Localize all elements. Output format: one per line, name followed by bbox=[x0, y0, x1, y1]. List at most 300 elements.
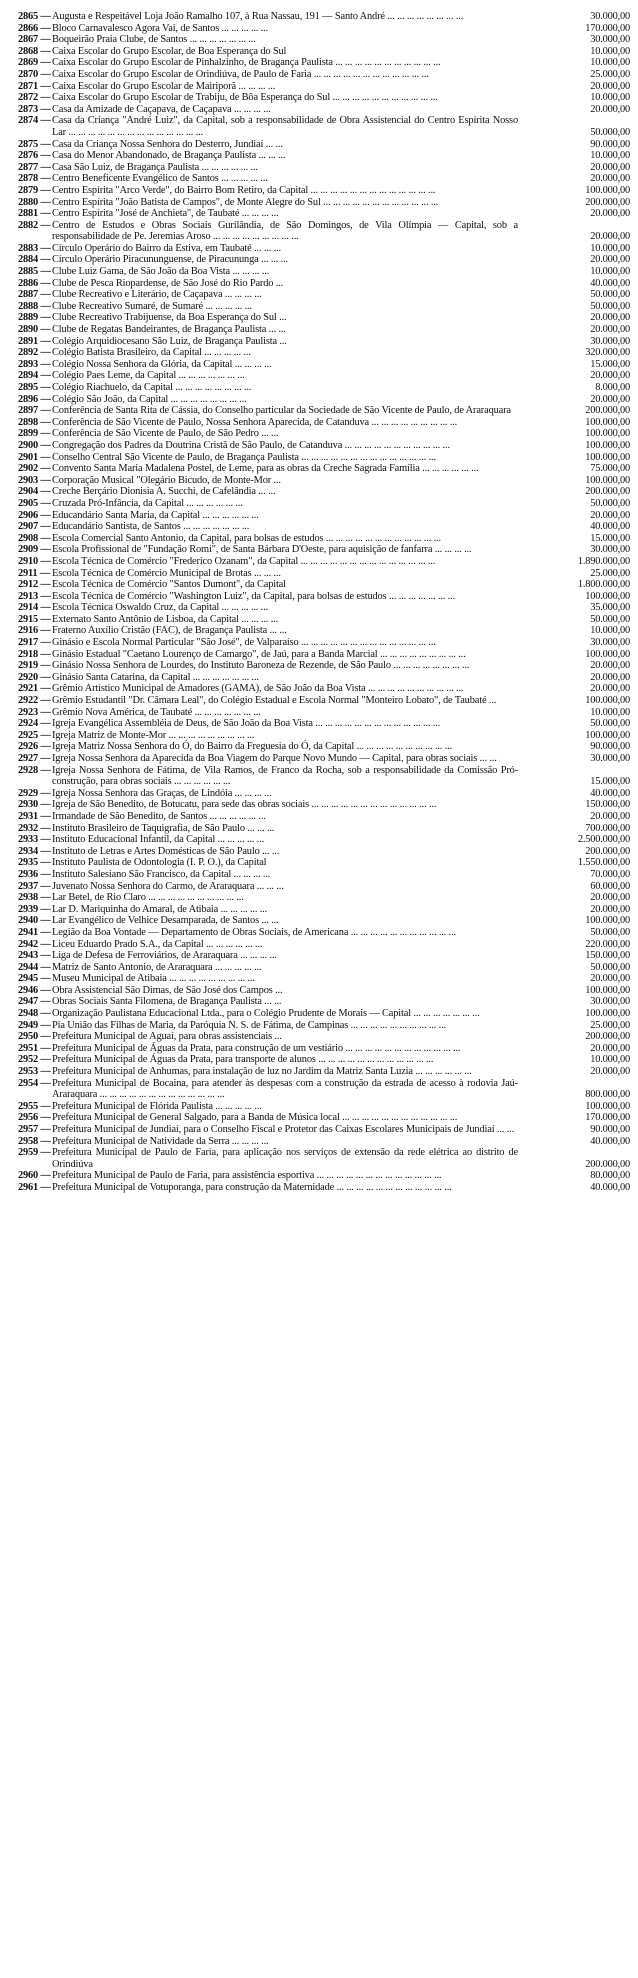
entry-description: Ginásio Santa Catarina, da Capital ... ... ... ... ... ... ... bbox=[52, 671, 259, 683]
entry-description: Círculo Operário do Bairro da Estiva, em Taubaté ... ... ... bbox=[52, 242, 281, 254]
list-item bbox=[18, 695, 630, 707]
entry-amount: 8.000,00 bbox=[595, 382, 630, 393]
entry-number: 2882 — bbox=[18, 219, 51, 231]
entry-number: 2951 — bbox=[18, 1042, 51, 1054]
list-item bbox=[18, 1124, 630, 1136]
entry-number: 2865 — bbox=[18, 11, 51, 22]
entry-amount: 20.000,00 bbox=[590, 892, 630, 904]
list-item bbox=[18, 347, 630, 359]
entry-amount: 10.000,00 bbox=[590, 57, 630, 69]
entry-number: 2912 — bbox=[18, 579, 51, 591]
list-item bbox=[18, 336, 630, 348]
list-item bbox=[18, 498, 630, 510]
list-item bbox=[18, 382, 630, 394]
entry-description: Instituto Paulista de Odontologia (I. P. O.), da Capital bbox=[52, 857, 267, 869]
list-item bbox=[18, 753, 630, 765]
entry-amount: 800.000,00 bbox=[585, 1089, 630, 1101]
entry-description: Casa do Menor Abandonado, de Bragança Paulista ... ... ... bbox=[52, 150, 286, 162]
entry-number: 2892 — bbox=[18, 347, 51, 359]
entry-amount: 200.000,00 bbox=[585, 196, 630, 208]
entry-amount: 70.000,00 bbox=[590, 868, 630, 880]
entry-number: 2926 — bbox=[18, 741, 51, 753]
entry-description: Instituto Educacional Infantil, da Capital ... ... ... ... ... bbox=[52, 834, 265, 846]
entry-description: Centro Beneficente Evangélico de Santos ... ... ... ... ... bbox=[52, 173, 268, 185]
list-item bbox=[18, 904, 630, 916]
entry-amount: 100.000,00 bbox=[585, 1100, 630, 1112]
entry-number: 2905 — bbox=[18, 497, 51, 509]
entry-number: 2945 — bbox=[18, 973, 51, 985]
list-item bbox=[18, 1147, 630, 1170]
entry-number: 2947 — bbox=[18, 996, 51, 1008]
entry-description: Juvenato Nossa Senhora do Carmo, de Araraquara ... ... ... bbox=[52, 880, 284, 892]
list-item bbox=[18, 683, 630, 695]
entry-number: 2932 — bbox=[18, 822, 51, 834]
entry-amount: 100.000,00 bbox=[585, 428, 630, 440]
entry-description: Prefeitura Municipal de Bocaina, para atender às despesas com a construção da estrada de acesso à rodovia Jaú-Araraquara ... ... ... ... ... ... ... ... ... ... ... ... ... bbox=[52, 1077, 518, 1101]
list-item bbox=[18, 996, 630, 1008]
list-item bbox=[18, 660, 630, 672]
entry-description: Conferência de São Vicente de Paulo, de São Pedro ... ... bbox=[52, 428, 279, 440]
entry-number: 2896 — bbox=[18, 393, 51, 405]
list-item bbox=[18, 1078, 630, 1101]
list-item bbox=[18, 173, 630, 185]
entry-number: 2946 — bbox=[18, 984, 51, 996]
entry-number: 2924 — bbox=[18, 718, 51, 730]
entry-amount: 25.000,00 bbox=[590, 68, 630, 80]
entry-amount: 80.000,00 bbox=[590, 1170, 630, 1182]
entry-number: 2873 — bbox=[18, 103, 51, 115]
list-item bbox=[18, 1101, 630, 1113]
entry-number: 2952 — bbox=[18, 1054, 51, 1066]
entry-amount: 10.000,00 bbox=[590, 1054, 630, 1066]
entry-number: 2876 — bbox=[18, 150, 51, 162]
entry-description: Centro Espírita "João Batista de Campos", de Monte Alegre do Sul ... ... ... ... ... ... ... ... ... ... ... ... bbox=[52, 196, 439, 208]
entry-amount: 90.000,00 bbox=[590, 1124, 630, 1135]
list-item bbox=[18, 139, 630, 151]
entry-amount: 40.000,00 bbox=[590, 277, 630, 289]
list-item bbox=[18, 741, 630, 753]
entry-number: 2920 — bbox=[18, 671, 51, 683]
entry-amount: 150.000,00 bbox=[585, 799, 630, 811]
entry-number: 2911 — bbox=[18, 567, 50, 579]
entry-number: 2881 — bbox=[18, 208, 51, 220]
entry-amount: 20.000,00 bbox=[590, 973, 630, 985]
entry-number: 2927 — bbox=[18, 753, 51, 764]
entry-number: 2868 — bbox=[18, 45, 51, 57]
entry-description: Caixa Escolar do Grupo Escolar de Pinhalzinho, de Bragança Paulista ... ... ... ... ... ... ... ... ... ... ... bbox=[52, 57, 441, 69]
list-item bbox=[18, 625, 630, 637]
entry-amount: 10.000,00 bbox=[590, 266, 630, 278]
entry-number: 2879 — bbox=[18, 184, 51, 196]
list-item bbox=[18, 950, 630, 962]
entry-amount: 20.000,00 bbox=[590, 509, 630, 521]
entry-number: 2888 — bbox=[18, 300, 51, 312]
entry-description: Escola Técnica de Comércio "Santos Dumont", da Capital bbox=[52, 579, 286, 591]
entry-description: Congregação dos Padres da Doutrina Cristã de São Paulo, de Catanduva ... ... ... ... ... ... ... ... ... ... ... bbox=[52, 439, 450, 451]
entry-number: 2913 — bbox=[18, 590, 51, 602]
entry-amount: 40.000,00 bbox=[590, 1135, 630, 1147]
entry-number: 2941 — bbox=[18, 926, 51, 938]
entry-amount: 20.000,00 bbox=[590, 660, 630, 672]
entry-description: Clube Recreativo Sumaré, de Sumaré ... ... ... ... ... bbox=[52, 300, 252, 312]
entry-amount: 30.000,00 bbox=[590, 34, 630, 46]
entry-amount: 30.000,00 bbox=[590, 544, 630, 556]
entry-number: 2899 — bbox=[18, 428, 51, 440]
entry-number: 2885 — bbox=[18, 266, 51, 278]
entry-description: Ginásio Estadual "Caetano Lourenço de Camargo", de Jaú, para a Banda Marcial ... ... ... ... ... ... ... ... ... bbox=[52, 648, 466, 660]
list-item bbox=[18, 266, 630, 278]
entry-number: 2958 — bbox=[18, 1135, 51, 1147]
list-item bbox=[18, 649, 630, 661]
entry-amount: 50.000,00 bbox=[590, 613, 630, 625]
entry-amount: 90.000,00 bbox=[590, 138, 630, 150]
entry-amount: 25.000,00 bbox=[590, 567, 630, 579]
entry-description: Colégio Arquidiocesano São Luiz, de Bragança Paulista ... bbox=[52, 335, 287, 347]
entry-amount: 20.000,00 bbox=[590, 810, 630, 822]
list-item bbox=[18, 417, 630, 429]
list-item bbox=[18, 104, 630, 116]
entry-description: Convento Santa Maria Madalena Postel, de Leme, para as obras da Creche Sagrada Família ... ... ... ... ... ... bbox=[52, 463, 479, 475]
entry-amount: 35.000,00 bbox=[590, 602, 630, 614]
entry-number: 2950 — bbox=[18, 1031, 51, 1043]
entry-description: Casa da Criança Nossa Senhora do Desterro, Jundiaí ... ... bbox=[52, 138, 283, 150]
entry-number: 2917 — bbox=[18, 637, 51, 649]
entry-number: 2878 — bbox=[18, 173, 51, 185]
list-item bbox=[18, 1170, 630, 1182]
entry-description: Escola Comercial Santo Antonio, da Capital, para bolsas de estudos ... ... ... ... ... ... ... ... ... ... ... ... bbox=[52, 532, 441, 544]
entry-description: Prefeitura Municipal de Águas da Prata, para transporte de alunos ... ... ... ... ... ... ... ... ... ... ... ... bbox=[52, 1054, 434, 1066]
entry-description: Prefeitura Municipal de Paulo de Faria, para aplicação nos serviços de extensão da rede elétrica ao distrito de Orindiúva bbox=[52, 1147, 518, 1170]
entry-amount: 40.000,00 bbox=[590, 521, 630, 533]
entry-description: Matriz de Santo Antonio, de Araraquara ... ... ... ... ... bbox=[52, 961, 262, 973]
entry-number: 2937 — bbox=[18, 880, 51, 892]
list-item bbox=[18, 637, 630, 649]
entry-description: Legião da Boa Vontade — Departamento de Obras Sociais, de Americana ... ... ... ... ... ... ... ... ... ... ... bbox=[52, 926, 456, 938]
list-item bbox=[18, 301, 630, 313]
entry-number: 2959 — bbox=[18, 1147, 51, 1159]
entry-amount: 100.000,00 bbox=[585, 184, 630, 196]
entry-description: Lar Betel, de Rio Claro ... ... ... ... ... ... ... ... ... ... bbox=[52, 892, 244, 904]
entry-description: Centro Espírita "José de Anchieta", de Taubaté ... ... ... ... bbox=[52, 208, 279, 220]
entry-number: 2891 — bbox=[18, 335, 51, 347]
entry-description: Augusta e Respeitável Loja João Ramalho 107, à Rua Nassau, 191 — Santo André ... ... ... ... ... ... ... ... bbox=[52, 11, 464, 22]
entry-description: Prefeitura Municipal de General Salgado, para a Banda de Música local ... ... ... ... ... ... ... ... ... ... ... ... bbox=[52, 1112, 458, 1124]
entry-amount: 20.000,00 bbox=[590, 80, 630, 92]
list-item bbox=[18, 289, 630, 301]
entry-amount: 320.000,00 bbox=[585, 347, 630, 359]
entry-description: Igreja Matriz de Monte-Mor ... ... ... ... ... ... ... ... ... bbox=[52, 729, 255, 741]
entry-description: Grêmio Artístico Municipal de Amadores (GAMA), de São João da Boa Vista ... ... ... ... ... ... ... ... ... ... bbox=[52, 683, 464, 695]
entry-description: Bloco Carnavalesco Agora Vai, de Santos ... ... ... ... ... bbox=[52, 22, 269, 34]
entry-description: Ginásio Nossa Senhora de Lourdes, do Instituto Baroneza de Rezende, de São Paulo ... ... ... ... ... ... ... ... bbox=[52, 660, 470, 672]
list-item bbox=[18, 892, 630, 904]
entry-description: Prefeitura Municipal de Anhumas, para instalação de luz no Jardim da Matriz Santa Luzia ... ... ... ... ... ... bbox=[52, 1066, 472, 1078]
entry-amount: 100.000,00 bbox=[585, 590, 630, 602]
list-item bbox=[18, 162, 630, 174]
entry-description: Escola Técnica de Comércio Municipal de Brotas ... ... ... bbox=[52, 567, 281, 579]
entry-amount: 100.000,00 bbox=[585, 915, 630, 927]
entry-description: Ginásio e Escola Normal Particular "São José", de Valparaíso ... ... ... ... ... ... ... ... ... ... ... ... ... ... bbox=[52, 637, 436, 649]
entry-number: 2910 — bbox=[18, 555, 51, 567]
list-item bbox=[18, 614, 630, 626]
entry-description: Prefeitura Municipal de Flórida Paulista ... ... ... ... ... bbox=[52, 1100, 262, 1112]
entry-description: Educandário Santa Maria, da Capital ... ... ... ... ... ... bbox=[52, 509, 259, 521]
entry-number: 2883 — bbox=[18, 242, 51, 254]
entry-number: 2921 — bbox=[18, 683, 51, 695]
entry-number: 2949 — bbox=[18, 1019, 51, 1031]
list-item bbox=[18, 11, 630, 23]
entry-number: 2895 — bbox=[18, 382, 51, 393]
entry-amount: 100.000,00 bbox=[585, 416, 630, 428]
entry-description: Igreja Nossa Senhora da Aparecida da Boa Viagem do Parque Novo Mundo — Capital, para obras sociais ... ... bbox=[52, 753, 497, 764]
entry-number: 2929 — bbox=[18, 787, 51, 799]
entry-description: Prefeitura Municipal de Natividade da Serra ... ... ... ... bbox=[52, 1135, 269, 1147]
entry-amount: 200.000,00 bbox=[585, 1158, 630, 1170]
entry-amount: 2.500.000,00 bbox=[577, 834, 630, 846]
entry-description: Irmandade de São Benedito, de Santos ... ... ... ... ... ... bbox=[52, 810, 266, 822]
entry-amount: 20.000,00 bbox=[590, 161, 630, 173]
entry-description: Prefeitura Municipal de Votuporanga, para construção da Maternidade ... ... ... ... ... ... ... ... ... ... ... ... bbox=[52, 1181, 452, 1193]
list-item bbox=[18, 510, 630, 522]
list-item bbox=[18, 278, 630, 290]
entry-number: 2893 — bbox=[18, 358, 51, 370]
list-item bbox=[18, 544, 630, 556]
entry-amount: 50.000,00 bbox=[590, 961, 630, 973]
entry-amount: 200.000,00 bbox=[585, 1031, 630, 1043]
list-item bbox=[18, 1043, 630, 1055]
list-item bbox=[18, 1008, 630, 1020]
list-item bbox=[18, 533, 630, 545]
entry-number: 2903 — bbox=[18, 474, 51, 486]
entry-amount: 25.000,00 bbox=[590, 1019, 630, 1031]
entry-number: 2898 — bbox=[18, 416, 51, 428]
list-item bbox=[18, 1182, 630, 1194]
entry-number: 2900 — bbox=[18, 439, 51, 451]
entry-number: 2897 — bbox=[18, 405, 51, 417]
entry-description: Instituto Brasileiro de Taquigrafia, de São Paulo ... ... ... bbox=[52, 822, 275, 834]
entry-amount: 1.550.000,00 bbox=[577, 857, 630, 869]
entry-amount: 30.000,00 bbox=[590, 11, 630, 22]
entry-number: 2934 — bbox=[18, 845, 51, 857]
entry-number: 2928 — bbox=[18, 764, 51, 776]
list-item bbox=[18, 243, 630, 255]
list-item bbox=[18, 486, 630, 498]
entry-number: 2939 — bbox=[18, 903, 51, 915]
entry-amount: 50.000,00 bbox=[590, 126, 630, 138]
list-item bbox=[18, 718, 630, 730]
entry-amount: 10.000,00 bbox=[590, 150, 630, 162]
entry-description: Lar D. Mariquinha do Amaral, de Atibaia ... ... ... ... ... bbox=[52, 903, 268, 915]
list-item bbox=[18, 672, 630, 684]
entry-number: 2866 — bbox=[18, 22, 51, 34]
entry-description: Escola Profissional de "Fundação Romi", de Santa Bárbara D'Oeste, para aquisição de fanfarra ... ... ... ... bbox=[52, 544, 472, 556]
entry-description: Caixa Escolar do Grupo Escolar, de Boa Esperança do Sul bbox=[52, 45, 287, 57]
list-item bbox=[18, 568, 630, 580]
entry-description: Fraterno Auxílio Cristão (FAC), de Bragança Paulista ... ... bbox=[52, 625, 287, 637]
entry-amount: 50.000,00 bbox=[590, 718, 630, 730]
list-item bbox=[18, 834, 630, 846]
entry-amount: 20.000,00 bbox=[590, 683, 630, 695]
entry-amount: 100.000,00 bbox=[585, 648, 630, 660]
entry-amount: 20.000,00 bbox=[590, 671, 630, 683]
entry-number: 2916 — bbox=[18, 625, 51, 637]
entry-amount: 220.000,00 bbox=[585, 938, 630, 950]
entry-description: Prefeitura Municipal de Jundiaí, para o Conselho Fiscal e Protetor das Caixas Escolares Municipais de Jundiaí ... ... bbox=[52, 1124, 515, 1135]
list-item bbox=[18, 799, 630, 811]
entry-number: 2961 — bbox=[18, 1181, 51, 1193]
entry-description: Igreja Evangélica Assembléia de Deus, de São João da Boa Vista ... ... ... ... ... ... ... ... ... ... ... ... ... bbox=[52, 718, 441, 730]
entry-number: 2955 — bbox=[18, 1100, 51, 1112]
entry-number: 2869 — bbox=[18, 57, 51, 69]
list-item bbox=[18, 475, 630, 487]
entry-amount: 200.000,00 bbox=[585, 486, 630, 498]
list-item bbox=[18, 46, 630, 58]
entry-number: 2914 — bbox=[18, 602, 51, 614]
list-item bbox=[18, 69, 630, 81]
entry-number: 2957 — bbox=[18, 1124, 51, 1135]
entry-number: 2935 — bbox=[18, 857, 51, 869]
list-item bbox=[18, 881, 630, 893]
list-item bbox=[18, 1066, 630, 1078]
list-item bbox=[18, 81, 630, 93]
list-item bbox=[18, 370, 630, 382]
entry-amount: 30.000,00 bbox=[590, 335, 630, 347]
entry-description: Casa da Amizade de Caçapava, de Caçapava ... ... ... ... bbox=[52, 103, 271, 115]
entry-number: 2889 — bbox=[18, 312, 51, 324]
entry-description: Boqueirão Praia Clube, de Santos ... ... ... ... ... ... ... bbox=[52, 34, 256, 46]
entry-number: 2930 — bbox=[18, 799, 51, 811]
list-item bbox=[18, 23, 630, 35]
list-item bbox=[18, 115, 630, 138]
entry-description: Liga de Defesa de Ferroviários, de Araraquara ... ... ... ... bbox=[52, 950, 277, 962]
entry-number: 2960 — bbox=[18, 1170, 51, 1182]
entry-number: 2906 — bbox=[18, 509, 51, 521]
list-item bbox=[18, 927, 630, 939]
entry-description: Caixa Escolar do Grupo Escolar de Orindiúva, de Paulo de Faria ... ... ... ... ... ... ... ... ... ... ... ... bbox=[52, 68, 429, 80]
entry-description: Escola Técnica de Comércio "Washington Luiz", da Capital, para bolsas de estudos ... ... ... ... ... ... ... bbox=[52, 590, 456, 602]
list-item bbox=[18, 463, 630, 475]
entry-number: 2872 — bbox=[18, 92, 51, 104]
list-item bbox=[18, 1136, 630, 1148]
entry-amount: 20.000,00 bbox=[590, 312, 630, 324]
list-item bbox=[18, 1054, 630, 1066]
entry-number: 2918 — bbox=[18, 648, 51, 660]
entry-description: Conselho Central São Vicente de Paulo, de Bragança Paulista ... ... ... ... ... ... ... ... ... ... ... ... ... ... bbox=[52, 451, 436, 463]
entry-description: Escola Técnica Oswaldo Cruz, da Capital ... ... ... ... ... bbox=[52, 602, 269, 614]
list-item bbox=[18, 915, 630, 927]
entry-amount: 1.890.000,00 bbox=[577, 555, 630, 567]
entry-amount: 20.000,00 bbox=[590, 903, 630, 915]
entry-description: Centro Espírita "Arco Verde", do Bairro Bom Retiro, da Capital ... ... ... ... ... ... ... ... ... ... ... ... ... bbox=[52, 184, 436, 196]
entry-amount: 200.000,00 bbox=[585, 405, 630, 417]
entry-amount: 20.000,00 bbox=[590, 324, 630, 336]
list-item bbox=[18, 521, 630, 533]
entry-description: Liceu Eduardo Prado S.A., da Capital ... ... ... ... ... ... bbox=[52, 938, 263, 950]
list-item bbox=[18, 34, 630, 46]
list-item bbox=[18, 405, 630, 417]
entry-amount: 20.000,00 bbox=[590, 1042, 630, 1054]
entry-amount: 100.000,00 bbox=[585, 695, 630, 707]
entry-number: 2902 — bbox=[18, 463, 51, 475]
list-item bbox=[18, 857, 630, 869]
list-item bbox=[18, 962, 630, 974]
entry-amount: 15.000,00 bbox=[590, 776, 630, 788]
entry-number: 2884 — bbox=[18, 254, 51, 266]
entry-amount: 50.000,00 bbox=[590, 497, 630, 509]
entry-number: 2956 — bbox=[18, 1112, 51, 1124]
entry-amount: 20.000,00 bbox=[590, 231, 630, 243]
entry-amount: 20.000,00 bbox=[590, 370, 630, 382]
entry-amount: 170.000,00 bbox=[585, 1112, 630, 1124]
list-item bbox=[18, 428, 630, 440]
entry-description: Externato Santo Antônio de Lisboa, da Capital ... ... ... ... bbox=[52, 613, 279, 625]
entry-amount: 50.000,00 bbox=[590, 926, 630, 938]
entry-amount: 75.000,00 bbox=[590, 463, 630, 475]
entry-amount: 50.000,00 bbox=[590, 289, 630, 301]
entry-amount: 200.000,00 bbox=[585, 845, 630, 857]
entry-description: Clube de Pesca Riopardense, de São José do Rio Pardo ... bbox=[52, 277, 284, 289]
entry-amount: 10.000,00 bbox=[590, 45, 630, 57]
entry-amount: 90.000,00 bbox=[590, 741, 630, 753]
entry-description: Colégio São João, da Capital ... ... ... ... ... ... ... ... bbox=[52, 393, 247, 405]
entry-description: Colégio Riachuelo, da Capital ... ... ... ... ... ... ... ... bbox=[52, 382, 252, 393]
entry-description: Conferência de Santa Rita de Cássia, do Conselho particular da Sociedade de São Vicente de Paulo, de Araraquara bbox=[52, 405, 511, 417]
entry-description: Conferência de São Vicente de Paulo, Nossa Senhora Aparecida, de Catanduva ... ... ... ... ... ... ... ... ... bbox=[52, 416, 458, 428]
entry-number: 2894 — bbox=[18, 370, 51, 382]
entry-amount: 10.000,00 bbox=[590, 242, 630, 254]
entry-description: Igreja Matriz Nossa Senhora do Ó, do Bairro da Freguesia do Ó, da Capital ... ... ... ... ... ... ... ... ... ... bbox=[52, 741, 453, 753]
entry-number: 2871 — bbox=[18, 80, 51, 92]
entry-description: Igreja Nossa Senhora das Graças, de Lindóia ... ... ... ... bbox=[52, 787, 272, 799]
entry-number: 2887 — bbox=[18, 289, 51, 301]
entry-description: Caixa Escolar do Grupo Escolar de Trabiju, de Bôa Esperança do Sul ... ... ... ... ... ... ... ... ... ... ... bbox=[52, 92, 438, 104]
entry-description: Caixa Escolar do Grupo Escolar de Mairiporã ... ... ... ... bbox=[52, 80, 276, 92]
entry-number: 2870 — bbox=[18, 68, 51, 80]
entry-amount: 40.000,00 bbox=[590, 787, 630, 799]
entry-amount: 30.000,00 bbox=[590, 753, 630, 764]
entry-description: Cruzada Pró-Infância, da Capital ... ... ... ... ... ... bbox=[52, 497, 243, 509]
list-item bbox=[18, 57, 630, 69]
entry-amount: 100.000,00 bbox=[585, 439, 630, 451]
entry-amount: 170.000,00 bbox=[585, 22, 630, 34]
entry-description: Instituto de Letras e Artes Domésticas de São Paulo ... ... bbox=[52, 845, 280, 857]
entry-description: Grêmio Nova América, de Taubaté ... ... ... ... ... ... ... bbox=[52, 706, 261, 718]
list-item bbox=[18, 92, 630, 104]
entry-number: 2948 — bbox=[18, 1008, 51, 1020]
list-item bbox=[18, 254, 630, 266]
list-item bbox=[18, 973, 630, 985]
entry-number: 2933 — bbox=[18, 834, 51, 846]
list-item bbox=[18, 1020, 630, 1032]
entry-description: Igreja de São Benedito, de Botucatu, para sede das obras sociais ... ... ... ... ... ... ... ... ... ... ... ... ... bbox=[52, 799, 437, 811]
entry-number: 2919 — bbox=[18, 660, 51, 672]
list-item bbox=[18, 1031, 630, 1043]
entry-amount: 20.000,00 bbox=[590, 173, 630, 185]
entry-number: 2880 — bbox=[18, 196, 51, 208]
entry-description: Colégio Batista Brasileiro, da Capital ... ... ... ... ... bbox=[52, 347, 251, 359]
entry-description: Casa da Criança "André Luiz", da Capital, sob a responsabilidade de Obra Assistencial do Centro Espírita Nosso Lar ... ... ... ... ... ... ... ... ... ... ... ... ... ... bbox=[52, 115, 518, 138]
entry-description: Lar Evangélico de Velhice Desamparada, de Santos ... ... bbox=[52, 915, 279, 927]
entry-amount: 100.000,00 bbox=[585, 984, 630, 996]
entry-description: Colégio Paes Leme, da Capital ... ... ... ... ... ... ... bbox=[52, 370, 245, 382]
entry-amount: 50.000,00 bbox=[590, 300, 630, 312]
list-item bbox=[18, 765, 630, 788]
list-item bbox=[18, 208, 630, 220]
list-item bbox=[18, 452, 630, 464]
entry-description: Obras Sociais Santa Filomena, de Bragança Paulista ... ... bbox=[52, 996, 282, 1008]
list-item bbox=[18, 602, 630, 614]
list-item bbox=[18, 185, 630, 197]
